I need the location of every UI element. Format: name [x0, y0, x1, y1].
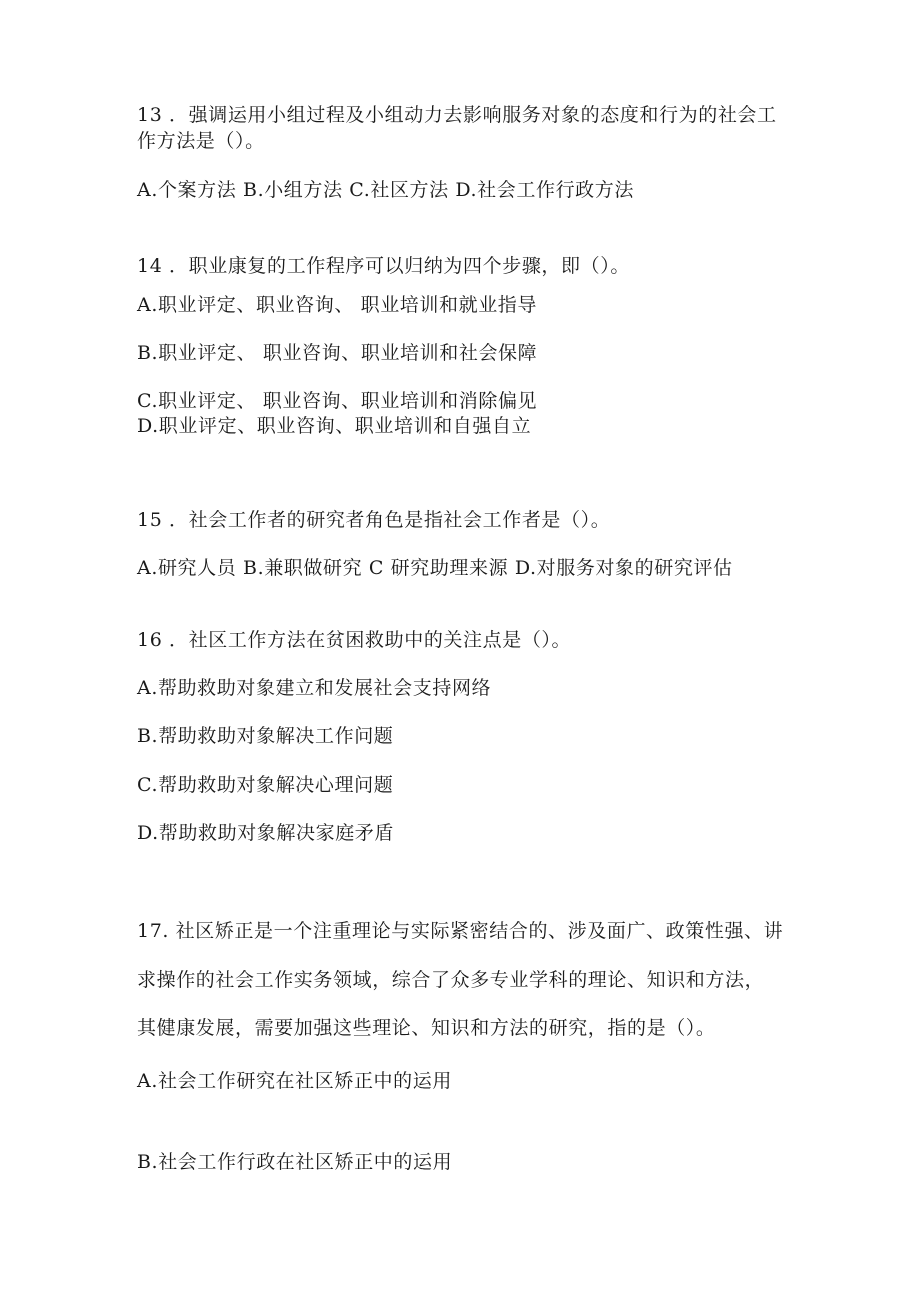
question-14-option-a: A.职业评定、职业咨询、 职业培训和就业指导: [137, 294, 538, 316]
question-14-option-d: D.职业评定、职业咨询、职业培训和自强自立: [137, 415, 532, 437]
question-16-option-a: A.帮助救助对象建立和发展社会支持网络: [137, 677, 492, 699]
question-16-option-b: B.帮助救助对象解决工作问题: [137, 725, 394, 747]
question-14-option-b: B.职业评定、 职业咨询、职业培训和社会保障: [137, 342, 538, 364]
question-16-option-d: D.帮助救助对象解决家庭矛盾: [137, 822, 394, 844]
question-17-stem-line-1: 17. 社区矫正是一个注重理论与实际紧密结合的、涉及面广、政策性强、讲: [137, 920, 784, 942]
question-17-option-b: B.社会工作行政在社区矫正中的运用: [137, 1151, 453, 1173]
question-16-stem: 16 ．社区工作方法在贫困救助中的关注点是（）。: [137, 629, 572, 651]
question-14-option-c: C.职业评定、 职业咨询、职业培训和消除偏见: [137, 390, 538, 412]
question-17-option-a: A.社会工作研究在社区矫正中的运用: [137, 1070, 452, 1092]
question-17-stem-line-2: 求操作的社会工作实务领域，综合了众多专业学科的理论、知识和方法，: [137, 969, 765, 991]
question-15-stem: 15 ．社会工作者的研究者角色是指社会工作者是（）。: [137, 509, 611, 531]
question-14-stem: 14 ．职业康复的工作程序可以归纳为四个步骤，即（）。: [137, 255, 630, 277]
question-16-option-c: C.帮助救助对象解决心理问题: [137, 774, 394, 796]
question-17-stem-line-3: 其健康发展，需要加强这些理论、知识和方法的研究，指的是（）。: [137, 1017, 716, 1039]
question-13-stem-line-2: 作方法是（）。: [137, 130, 265, 152]
question-15-option-line: A.研究人员 B.兼职做研究 C 研究助理来源 D.对服务对象的研究评估: [137, 557, 733, 579]
question-13-stem-line-1: 13 ．强调运用小组过程及小组动力去影响服务对象的态度和行为的社会工: [137, 104, 777, 126]
question-13-option-line: A.个案方法 B.小组方法 C.社区方法 D.社会工作行政方法: [137, 179, 634, 201]
